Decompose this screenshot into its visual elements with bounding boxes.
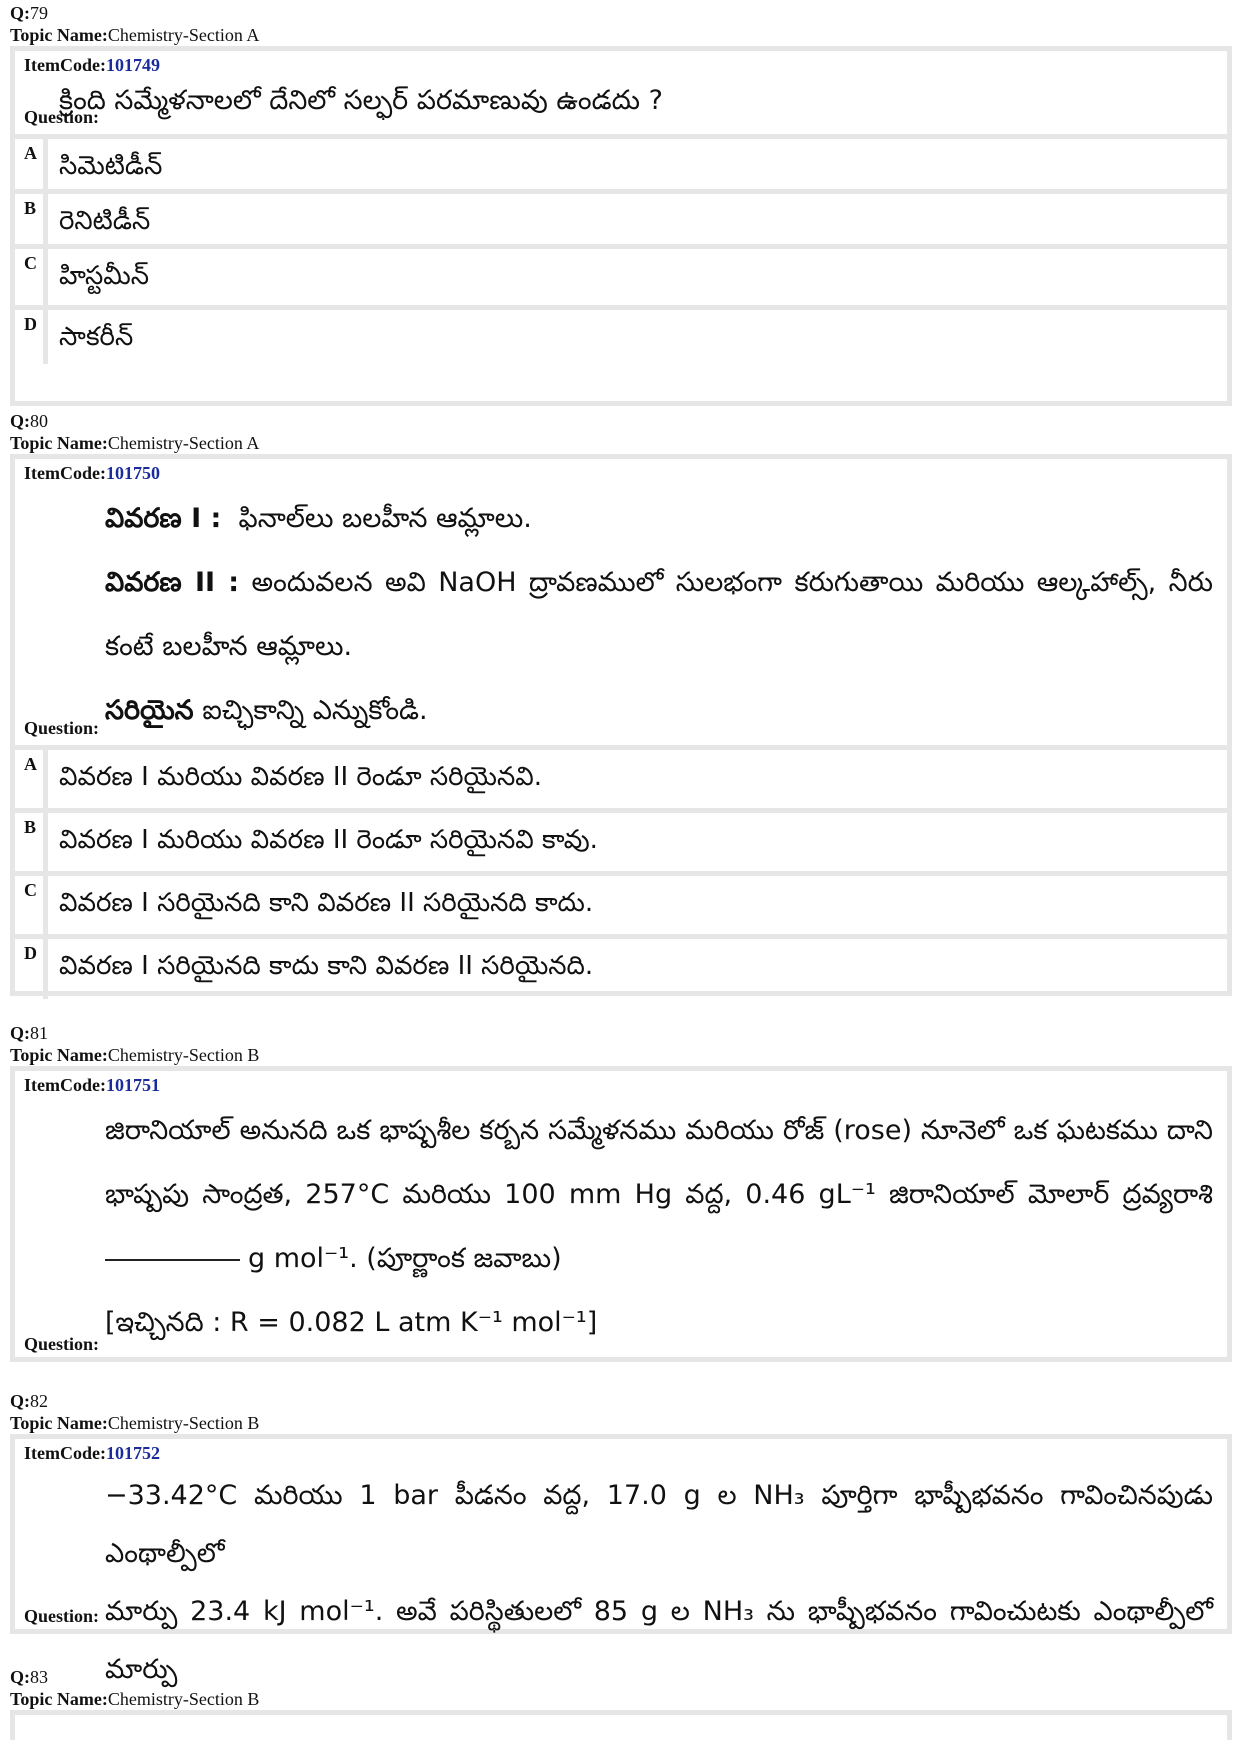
question-label: Question: bbox=[24, 1606, 100, 1626]
statement-2: వివరణ II : అందువలన అవి NaOH ద్రావణములో సులభంగా కరుగుతాయి మరియు ఆల్కహాల్స్, నీరు bbox=[105, 567, 1213, 598]
option-text: హిస్టమీన్ bbox=[59, 261, 150, 291]
topic-name: Topic Name:Chemistry-Section B bbox=[10, 1413, 260, 1433]
choose-instruction: సరియైన ఐచ్ఛికాన్ని ఎన్నుకోండి. bbox=[105, 695, 428, 726]
option-text: వివరణ I సరియైనది కాదు కాని వివరణ II సరియైనది. bbox=[59, 951, 594, 981]
question-line-3: g mol⁻¹. (పూర్ణాంక జవాబు) bbox=[105, 1227, 1213, 1291]
option-a[interactable]: A వివరణ I మరియు వివరణ II రెండూ సరియైనవి. bbox=[15, 745, 1227, 808]
question-line-2: భాష్పపు సాంద్రత, 257°C మరియు 100 mm Hg వద్ద, 0.46 gL⁻¹ జిరానియాల్ మోలార్ ద్రవ్యరాశి bbox=[105, 1179, 1213, 1210]
question-line-2: మార్పు 23.4 kJ mol⁻¹. అవే పరిస్థితులలో 85 g ల NH₃ ను భాష్పీభవనం గావించుటకు ఎంథాల్పీలో మార్పు bbox=[105, 1596, 1213, 1685]
question-label: Question: bbox=[24, 1334, 100, 1354]
option-d[interactable]: D సాకరీన్ bbox=[15, 305, 1227, 364]
option-b[interactable]: B వివరణ I మరియు వివరణ II రెండూ సరియైనవి కావు. bbox=[15, 808, 1227, 871]
option-text: సాకరీన్ bbox=[59, 322, 134, 352]
item-code: ItemCode:101751 bbox=[24, 1075, 160, 1095]
item-code: ItemCode:101750 bbox=[24, 463, 160, 483]
question-81 bbox=[10, 1022, 1232, 1362]
option-c[interactable]: C హిస్టమీన్ bbox=[15, 244, 1227, 305]
question-line-1: జిరానియాల్ అనునది ఒక భాష్పశీల కర్బన సమ్మేళనము మరియు రోజ్ (rose) నూనెలో ఒక ఘటకము దాని bbox=[105, 1115, 1213, 1146]
question-card bbox=[10, 1066, 1232, 1362]
question-label: Question: bbox=[24, 718, 100, 738]
question-number: Q:81 bbox=[10, 1023, 48, 1043]
option-text: రెనిటిడీన్ bbox=[59, 206, 151, 236]
topic-name: Topic Name:Chemistry-Section B bbox=[10, 1045, 260, 1065]
option-text: వివరణ I మరియు వివరణ II రెండూ సరియైనవి కావు. bbox=[59, 825, 598, 855]
option-text: సిమెటిడీన్ bbox=[59, 151, 163, 181]
question-number: Q:79 bbox=[10, 3, 48, 23]
question-79 bbox=[10, 2, 1232, 406]
question-text: క్రింది సమ్మేళనాలలో దేనిలో సల్ఫర్ పరమాణువు ఉండదు ? bbox=[59, 85, 663, 116]
option-d[interactable]: D వివరణ I సరియైనది కాదు కాని వివరణ II సరియైనది. bbox=[15, 934, 1227, 999]
item-code: ItemCode:101752 bbox=[24, 1443, 160, 1463]
option-text: వివరణ I మరియు వివరణ II రెండూ సరియైనవి. bbox=[59, 762, 542, 792]
question-number: Q:80 bbox=[10, 411, 48, 431]
question-line-4: [ఇచ్చినది : R = 0.082 L atm K⁻¹ mol⁻¹] bbox=[105, 1307, 598, 1338]
question-80 bbox=[10, 410, 1232, 996]
question-83 bbox=[10, 1666, 1232, 1740]
answer-blank[interactable] bbox=[105, 1259, 240, 1261]
topic-name: Topic Name:Chemistry-Section B bbox=[10, 1689, 260, 1709]
question-card bbox=[10, 1710, 1232, 1740]
item-code: ItemCode:101749 bbox=[24, 55, 160, 75]
question-card bbox=[10, 46, 1232, 406]
question-card bbox=[10, 454, 1232, 996]
statement-2-cont: కంటే బలహీన ఆమ్లాలు. bbox=[105, 631, 353, 662]
question-line-1: −33.42°C మరియు 1 bar పీడనం వద్ద, 17.0 g ల NH₃ పూర్తిగా భాష్పీభవనం గావించినపుడు ఎంథాల్పీలో bbox=[105, 1480, 1213, 1569]
option-b[interactable]: B రెనిటిడీన్ bbox=[15, 189, 1227, 244]
option-c[interactable]: C వివరణ I సరియైనది కాని వివరణ II సరియైనది కాదు. bbox=[15, 871, 1227, 934]
question-number: Q:83 bbox=[10, 1667, 48, 1687]
statement-1: వివరణ I : ఫినాల్‌లు బలహీన ఆమ్లాలు. bbox=[105, 503, 532, 534]
option-a[interactable]: A సిమెటిడీన్ bbox=[15, 134, 1227, 189]
option-text: వివరణ I సరియైనది కాని వివరణ II సరియైనది కాదు. bbox=[59, 888, 594, 918]
question-label: Question: bbox=[24, 107, 100, 127]
topic-name: Topic Name:Chemistry-Section A bbox=[10, 25, 260, 45]
question-number: Q:82 bbox=[10, 1391, 48, 1411]
topic-name: Topic Name:Chemistry-Section A bbox=[10, 433, 260, 453]
